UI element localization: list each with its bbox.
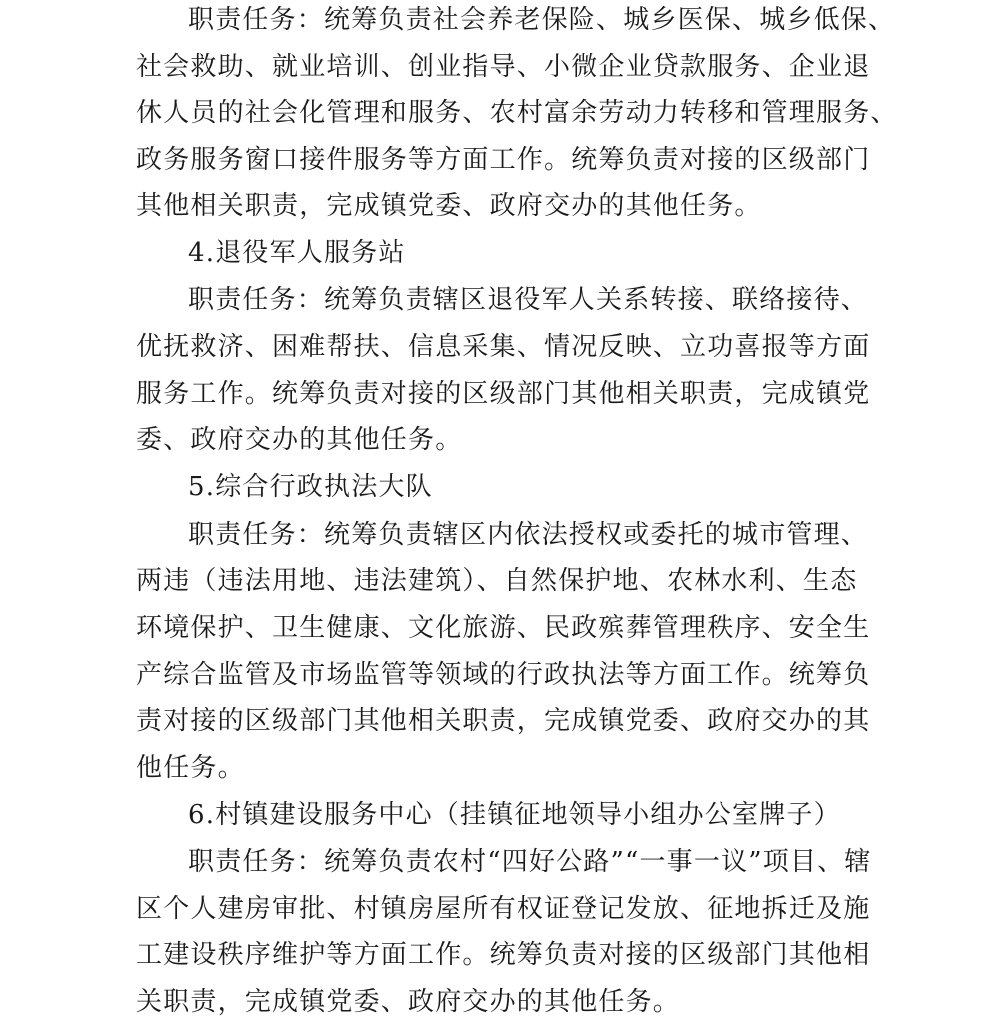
paragraph-line: 其他相关职责，完成镇党委、政府交办的其他任务。 [136, 191, 762, 221]
paragraph-line: 职责任务：统筹负责辖区退役军人关系转接、联络接待、 [188, 285, 869, 315]
section-heading: 4.退役军人服务站 [188, 238, 406, 268]
paragraph-line: 区个人建房审批、村镇房屋所有权证登记发放、征地拆迁及施 [136, 894, 871, 924]
paragraph-line: 关职责，完成镇党委、政府交办的其他任务。 [136, 987, 681, 1017]
section-heading: 5.综合行政执法大队 [188, 472, 433, 502]
paragraph-line: 职责任务：统筹负责农村“四好公路”“一事一议”项目、辖 [188, 847, 872, 877]
paragraph-line: 政务服务窗口接件服务等方面工作。统筹负责对接的区级部门 [136, 145, 871, 175]
paragraph-line: 优抚救济、困难帮扶、信息采集、情况反映、立功喜报等方面 [136, 332, 871, 362]
paragraph-line: 责对接的区级部门其他相关职责，完成镇党委、政府交办的其 [136, 706, 871, 736]
paragraph-line: 工建设秩序维护等方面工作。统筹负责对接的区级部门其他相 [136, 940, 871, 970]
paragraph-line: 委、政府交办的其他任务。 [136, 425, 463, 455]
paragraph-line: 环境保护、卫生健康、文化旅游、民政殡葬管理秩序、安全生 [136, 613, 871, 643]
paragraph-line: 他任务。 [136, 753, 245, 783]
paragraph-line: 服务工作。统筹负责对接的区级部门其他相关职责，完成镇党 [136, 379, 871, 409]
paragraph-line: 职责任务：统筹负责辖区内依法授权或委托的城市管理、 [188, 520, 869, 550]
paragraph-line: 休人员的社会化管理和服务、农村富余劳动力转移和管理服务、 [136, 98, 898, 128]
paragraph-line: 两违（违法用地、违法建筑）、自然保护地、农林水利、生态 [136, 566, 858, 596]
paragraph-line: 职责任务：统筹负责社会养老保险、城乡医保、城乡低保、 [188, 5, 896, 35]
section-heading: 6.村镇建设服务中心（挂镇征地领导小组办公室牌子） [188, 800, 841, 830]
paragraph-line: 产综合监管及市场监管等领域的行政执法等方面工作。统筹负 [136, 660, 871, 690]
paragraph-line: 社会救助、就业培训、创业指导、小微企业贷款服务、企业退 [136, 52, 871, 82]
